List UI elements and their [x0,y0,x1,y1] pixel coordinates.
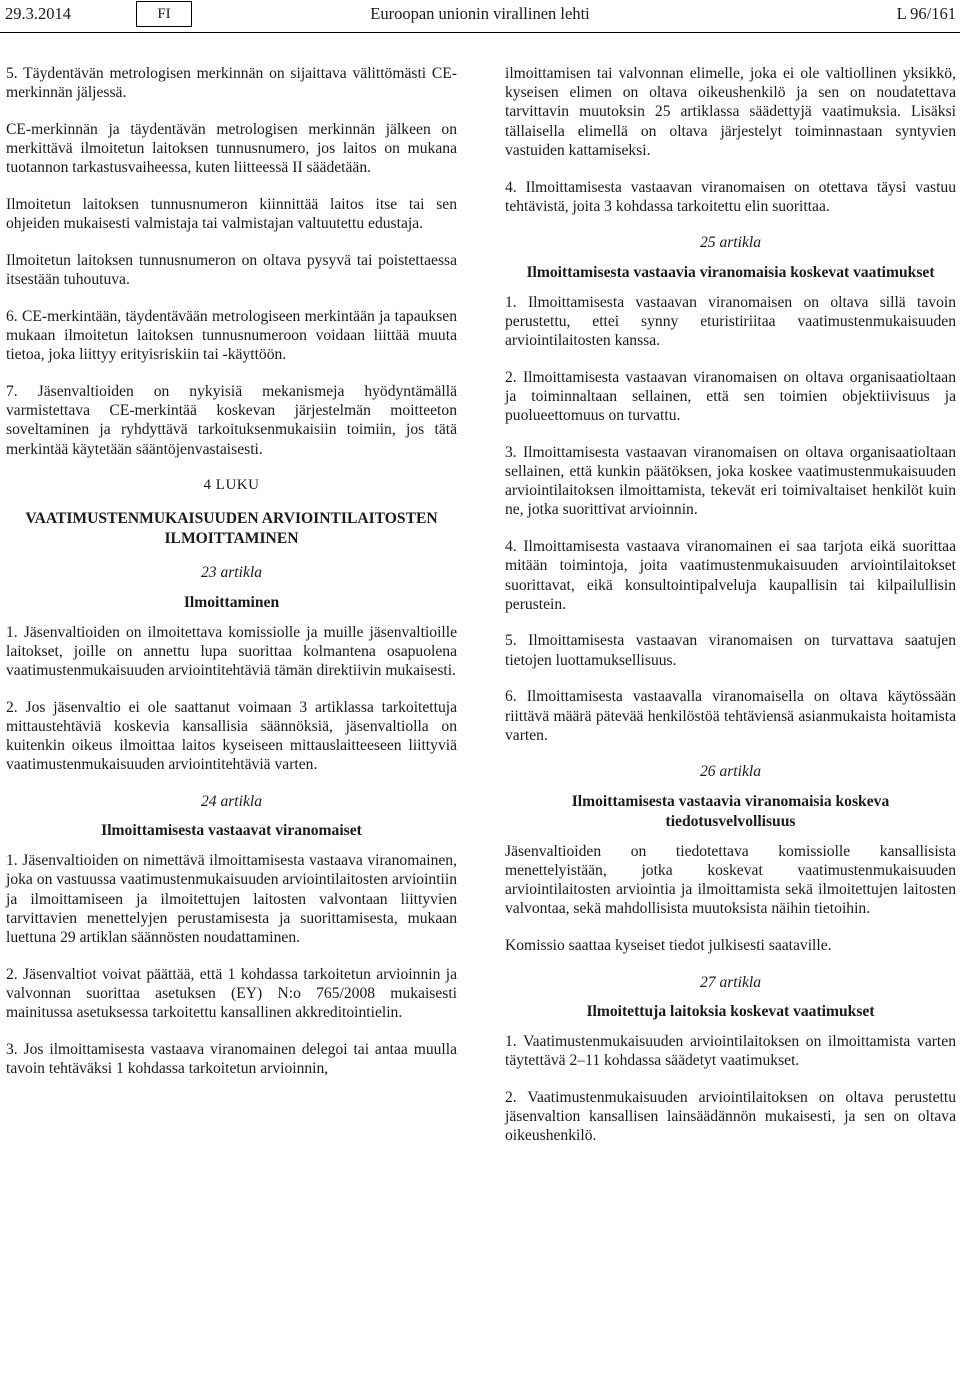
paragraph: 2. Vaatimustenmukaisuuden arviointilaitoksen on oltava perustettu jäsenvaltion kansallisen lainsäädännön mukaisesti, ja sen on oltava oikeushenkilö. [505,1088,956,1145]
page-header [0,0,960,33]
paragraph: 1. Jäsenvaltioiden on nimettävä ilmoittamisesta vastaava viranomainen, joka on vastuussa vaatimustenmukaisuuden arviointilaitosten arviointiin ja ilmoittamiseen ja ilmoitettujen laitosten valvontaan liittyvien tarvittavien menettelyjen perustamisesta ja suorittamisesta, mukaan luettuna 29 artiklan säännösten noudattaminen. [6,852,457,947]
article-title: Ilmoittaminen [183,593,280,611]
paragraph: 2. Jäsenvaltiot voivat päättää, että 1 kohdassa tarkoitetun arvioinnin ja valvonnan suorittaa asetuksen (EY) N:o 765/2008 mukaisesti mainitussa asetuksessa tarkoitettu kansallinen akkreditointielin. [6,965,457,1022]
article-title: Ilmoittamisesta vastaavat viranomaiset [101,822,362,840]
article-number: 25 artikla [699,234,762,252]
paragraph: 2. Ilmoittamisesta vastaavan viranomaisen on oltava organisaatioltaan ja toiminnaltaan sellainen, että sen toimien objektiivisuus ja puolueettomuus on turvattu. [505,368,956,425]
paragraph: Ilmoitetun laitoksen tunnusnumeron kiinnittää laitos itse tai sen ohjeiden mukaisesti valmistaja tai valmistajan valtuutettu edustaja. [6,196,457,233]
paragraph: 3. Ilmoittamisesta vastaavan viranomaisen on oltava organisaatioltaan sellainen, että kunkin päätöksen, joka koskee vaatimustenmukaisuuden arviointilaitoksen ilmoittamista, tekevät eri toimivaltaiset henkilöt kuin ne, jotka suorittivat arvioinnin. [505,443,956,519]
paragraph: Ilmoitetun laitoksen tunnusnumeron on oltava pysyvä tai poistettaessa itsestään tuhoutuva. [6,251,457,289]
paragraph: Jäsenvaltioiden on tiedotettava komissiolle kansallisista menettelyistään, jotka koskevat vaatimustenmukaisuuden arviointilaitosten arviointia ja ilmoittamista sekä ilmoitettujen laitosten valvontaa, sekä mahdollisista muutoksista näihin tietoihin. [505,842,956,918]
paragraph: 1. Vaatimustenmukaisuuden arviointilaitoksen on ilmoittamista varten täytettävä 2–11 kohdassa säädetyt vaatimukset. [505,1032,956,1070]
paragraph: 6. Ilmoittamisesta vastaavalla viranomaisella on oltava käytössään riittävä määrä pätevää henkilöstöä tehtäviensä asianmukaista hoitamista varten. [505,688,956,744]
page-reference: L 96/161 [896,4,956,23]
language-code-box: FI [136,1,192,27]
paragraph: 6. CE-merkintään, täydentävään metrologiseen merkintään ja tapauksen mukaan ilmoitetun laitoksen tunnusnumeroon voidaan liittää muuta tietoa, joka liittyy erityisriskiin tai -käyttöön. [6,307,457,364]
paragraph: 1. Ilmoittamisesta vastaavan viranomaisen on oltava sillä tavoin perustettu, ettei synny eturistiriitaa vaatimustenmukaisuuden arviointilaitosten kanssa. [505,293,956,350]
paragraph: 4. Ilmoittamisesta vastaavan viranomaisen on otettava täysi vastuu tehtävistä, joita 3 kohdassa tarkoitettu elin suorittaa. [505,178,956,215]
paragraph: 5. Täydentävän metrologisen merkinnän on sijaittava välittömästi CE-merkinnän jäljessä. [6,65,457,102]
article-number: 26 artikla [699,763,762,781]
paragraph: 5. Ilmoittamisesta vastaavan viranomaisen on turvattava saatujen tietojen luottamuksellisuus. [505,632,956,669]
publication-date: 29.3.2014 [5,4,71,23]
paragraph: CE-merkinnän ja täydentävän metrologisen merkinnän jälkeen on merkittävä ilmoitetun laitoksen tunnusnumero, jos laitos on mukana tuotannon tarkastusvaiheessa, kuten liitteessä II säädetään. [6,120,457,177]
right-column [505,64,956,1155]
journal-title: Euroopan unionin virallinen lehti [370,4,590,23]
paragraph: 7. Jäsenvaltioiden on nykyisiä mekanismeja hyödyntämällä varmistettava CE-merkintää koskevan järjestelmän moitteeton soveltaminen ja ryhdyttävä tarkoituksenmukaisiin toimiin, jos tätä merkintää käytetään sääntöjenvastaisesti. [6,382,457,458]
article-title: Ilmoitettuja laitoksia koskevat vaatimukset [586,1002,875,1020]
chapter-number: 4 LUKU [203,477,260,494]
article-number: 23 artikla [200,564,263,582]
paragraph: 3. Jos ilmoittamisesta vastaava viranomainen delegoi tai antaa muulla tavoin tehtäväksi 1 kohdassa tarkoitetun arvioinnin, [6,1040,457,1078]
article-title: Ilmoittamisesta vastaavia viranomaisia koskeva tiedotusvelvollisuus [571,792,890,830]
paragraph: 1. Jäsenvaltioiden on ilmoitettava komissiolle ja muille jäsenvaltioille laitokset, joille on annettu lupa suorittaa kolmantena osapuolena vaatimustenmukaisuuden arviointitehtäviä tämän direktiivin mukaisesti. [6,623,457,680]
paragraph: ilmoittamisen tai valvonnan elimelle, joka ei ole valtiollinen yksikkö, kyseisen elimen on oltava oikeushenkilö ja sen on noudatettava tarvittavin muutoksin 25 artiklassa säädettyjä vaatimuksia. Lisäksi tällaisella elimellä on oltava järjestelyt toiminnastaan syntyvien vastuiden kattamiseksi. [505,65,956,159]
paragraph: 2. Jos jäsenvaltio ei ole saattanut voimaan 3 artiklassa tarkoitettuja mittaustehtäviä koskevia kansallisia säännöksiä, jäsenvaltiolla on kuitenkin oikeus ilmoittaa laitos kyseiseen mittauslaitteeseen liittyviä vaatimustenmukaisuuden arviointitehtäviä varten. [6,698,457,774]
left-column [6,64,457,1088]
article-number: 27 artikla [699,973,762,991]
article-number: 24 artikla [200,793,263,811]
paragraph: Komissio saattaa kyseiset tiedot julkisesti saataville. [505,937,832,954]
chapter-title: VAATIMUSTENMUKAISUUDEN ARVIOINTILAITOSTEN ILMOITTAMINEN [25,510,438,548]
paragraph: 4. Ilmoittamisesta vastaava viranomainen ei saa tarjota eikä suorittaa mitään toimintoja, joita vaatimustenmukaisuuden arviointilaitokset suorittavat, eikä konsultointipalveluja kaupallisin tai kilpailullisin perustein. [505,538,956,613]
article-title: Ilmoittamisesta vastaavia viranomaisia koskevat vaatimukset [526,263,935,281]
